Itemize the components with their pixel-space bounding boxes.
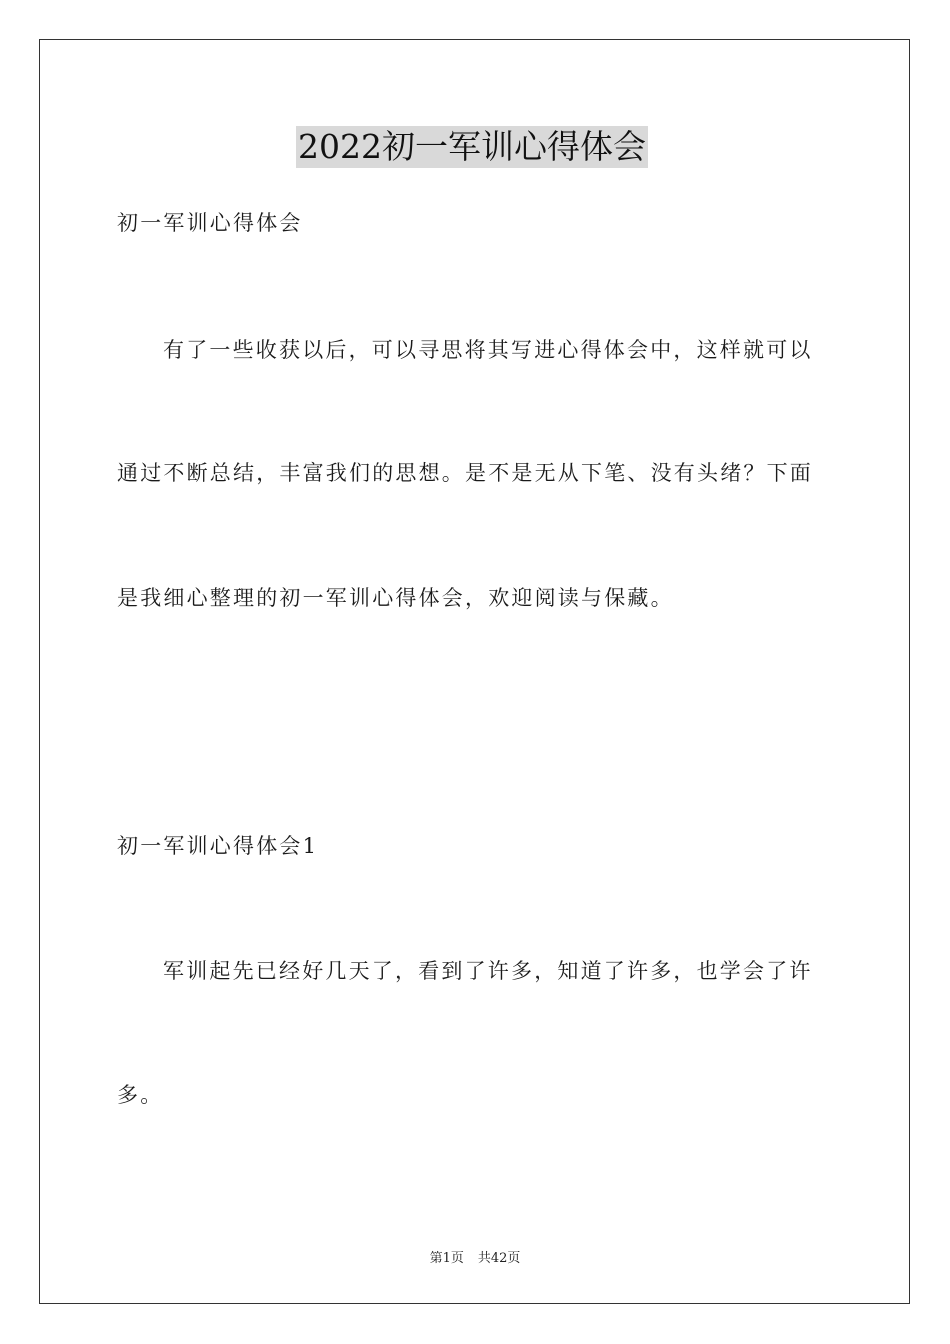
document-title: 2022初一军训心得体会 [298,127,646,166]
intro-paragraph-line: 通过不断总结，丰富我们的思想。是不是无从下笔、没有头绪？下面 [117,461,813,485]
intro-paragraph-line: 有了一些收获以后，可以寻思将其写进心得体会中，这样就可以 [163,338,813,362]
intro-paragraph-line: 是我细心整理的初一军训心得体会，欢迎阅读与保藏。 [117,586,674,610]
page-total: 共42页 [477,1251,521,1266]
page-footer [0,1247,950,1266]
section-paragraph-line: 多。 [117,1083,164,1107]
page-number: 第1页 [429,1251,464,1266]
document-subtitle: 初一军训心得体会 [117,211,303,235]
section-heading: 初一军训心得体会1 [117,834,319,858]
section-paragraph-line: 军训起先已经好几天了，看到了许多，知道了许多，也学会了许 [163,959,813,983]
